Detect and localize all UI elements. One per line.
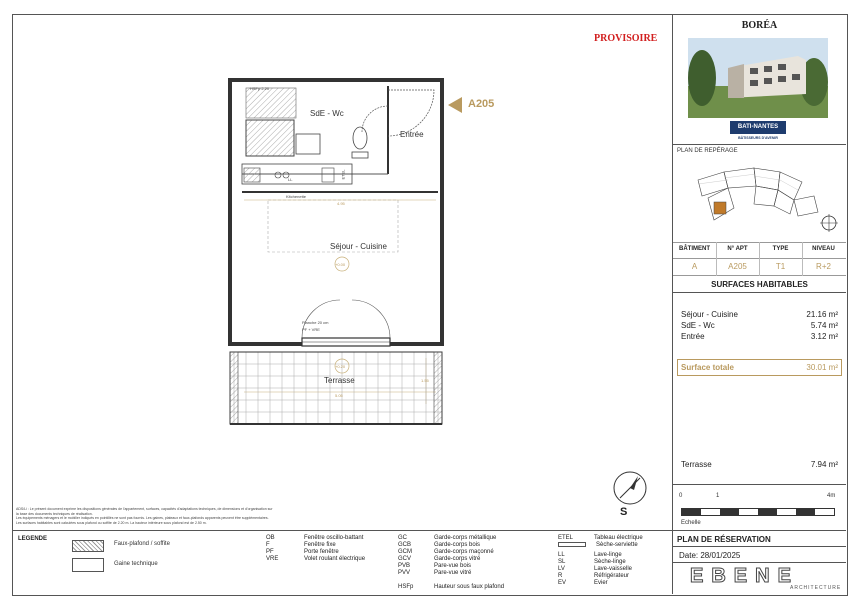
scale-end: 4m [827, 493, 836, 499]
building-photo [688, 38, 828, 118]
kitchenette-mark: Kitchenette [286, 194, 307, 199]
apt-tag: A205 [468, 98, 495, 110]
legend-swatch-label: Faux-plafond / soffite [114, 541, 170, 547]
room-terrasse: Terrasse [324, 376, 355, 385]
legend-swatch-faux-plafond [72, 540, 104, 552]
note-line: la base des documents techniques de réalisation. [16, 511, 93, 516]
surface-total-label: Surface totale [681, 363, 734, 372]
surface-row: Entrée 3.12 m² [681, 332, 838, 341]
toilet [353, 127, 367, 149]
compass-icon [612, 470, 648, 506]
reperage-title: PLAN DE REPÉRAGE [677, 148, 738, 154]
sidebar-line [673, 484, 846, 485]
level-terrasse: +0.20 [335, 364, 346, 369]
seche-serviette-icon [558, 542, 586, 547]
note-line: Les surfaces habitables sont calculées sous plafond ou soffite de 2.20 m. La hauteur intérieure sous plafond est de 2.50 m. [16, 520, 207, 525]
legend-col-2 [398, 535, 504, 591]
legend-entry: HSFp Hauteur sous faux plafond [398, 584, 505, 590]
architect-sub: ARCHITECTURE [790, 585, 842, 591]
legend-col-1 [266, 535, 365, 563]
legend-entry: OB Fenêtre oscillo-battant [266, 535, 364, 541]
legend-entry: R Réfrigérateur [558, 573, 630, 580]
dim-bottom: 5.05 [335, 393, 343, 398]
legend-entry: PF Porte fenêtre [266, 549, 339, 555]
scale-mid: 1 [716, 493, 720, 499]
dim-top: 4.95 [337, 201, 345, 206]
legend-swatch-gaine [72, 558, 104, 572]
legend-swatch-label: Gaine technique [114, 561, 158, 567]
legend-entry: Sèche-serviette [558, 542, 643, 549]
sidebar-line [673, 292, 846, 293]
level-sejour: +0.00 [335, 262, 346, 267]
ll-mark: LL [288, 177, 293, 182]
surface-row: SdE - Wc 5.74 m² [681, 321, 838, 330]
spec-value: R+2 [816, 262, 831, 271]
sidebar-line [673, 144, 846, 145]
terrasse-row: Terrasse 7.94 m² [681, 460, 838, 469]
room-entree: Entrée [400, 130, 424, 139]
spec-header: TYPE [772, 246, 789, 252]
surface-total-box [677, 359, 842, 376]
room-sde: SdE - Wc [310, 109, 344, 118]
scale-label: Echelle [681, 520, 701, 526]
key-plan [694, 160, 824, 230]
surface-row: Séjour - Cuisine 21.16 m² [681, 310, 838, 319]
spec-value: A205 [728, 262, 747, 271]
surfaces-title: SURFACES HABITABLES [711, 280, 808, 289]
specs-table [673, 242, 846, 276]
sidebar-line [673, 562, 846, 563]
brand-tagline: BÂTISSEURS D'AVENIR [738, 136, 778, 140]
legend-entry: EV Evier [558, 580, 608, 587]
legend-entry: GCB Garde-corps bois [398, 542, 481, 548]
hsfp-label: HSFp 2.20 [250, 86, 270, 91]
brand-logo: BATI-NANTES [730, 121, 786, 134]
compass-letter: S [620, 506, 628, 518]
reservation-title: PLAN DE RÉSERVATION [677, 535, 771, 544]
legend-entry: GCM Garde-corps maçonné [398, 549, 494, 555]
spec-value: T1 [775, 262, 786, 271]
washbasin [296, 134, 320, 154]
reservation-date: Date: 28/01/2025 [679, 551, 741, 560]
spec-value: A [691, 262, 698, 271]
legend-title: LEGENDE [18, 536, 48, 542]
spec-header: BÂTIMENT [679, 246, 710, 252]
spec-header: N° APT [727, 246, 748, 252]
provisoire-stamp: PROVISOIRE [594, 33, 658, 44]
architect-logo: EBENE [690, 565, 799, 587]
legend-entry: LV Lave-vaisselle [558, 566, 633, 573]
shower [246, 120, 294, 156]
legend-entry: PVB Pare-vue bois [398, 563, 472, 569]
legend-divider [12, 530, 673, 531]
scale-bar [681, 508, 835, 516]
surfaces-list [673, 300, 846, 360]
legend-entry: SL Sèche-linge [558, 559, 626, 566]
pf-note: PF + VRE [302, 327, 320, 332]
notes-block [16, 507, 336, 525]
legend-col-3 [558, 535, 643, 587]
legend-entry: LL Lave-linge [558, 552, 622, 559]
dim-side: 1.55 [421, 378, 429, 383]
apt-arrow-icon [448, 97, 464, 113]
legend-entry: F Fenêtre fixe [266, 542, 336, 548]
sidebar-line [673, 530, 846, 531]
room-sejour: Séjour - Cuisine [330, 242, 387, 251]
keyplan-compass-icon [820, 214, 838, 232]
surface-total-value: 30.01 m² [806, 363, 838, 372]
legend-entry: VRE Volet roulant électrique [266, 556, 366, 562]
legend-entry: GC Garde-corps métallique [398, 535, 497, 541]
plancher-note: Planche 20 cm [302, 320, 329, 325]
spec-header: NIVEAU [812, 246, 835, 252]
scale-start: 0 [679, 493, 683, 499]
legend-entry: PVV Pare-vue vitré [398, 570, 472, 576]
legend-entry: GCV Garde-corps vitré [398, 556, 481, 562]
legend-entry: ETEL Tableau électrique [558, 535, 643, 541]
note-line: ADS/Li : Le présent document exprime les dispositions générales de l'appartement, surfaces, capacités d'adaptations techniques, de dimensions et d'organisation sur [16, 507, 273, 511]
project-name: BORÉA [741, 20, 778, 31]
note-line: Les équipements ménagers et le mobilier indiqués en pointillés ne sont pas fournis. Les gaines, plateaux et faux-plafonds apparents peuvent être supplémentaires. [16, 516, 269, 520]
sidebar-line [673, 546, 846, 547]
faux-plafond-zone [246, 88, 296, 118]
etel-mark: ETEL [340, 169, 346, 180]
